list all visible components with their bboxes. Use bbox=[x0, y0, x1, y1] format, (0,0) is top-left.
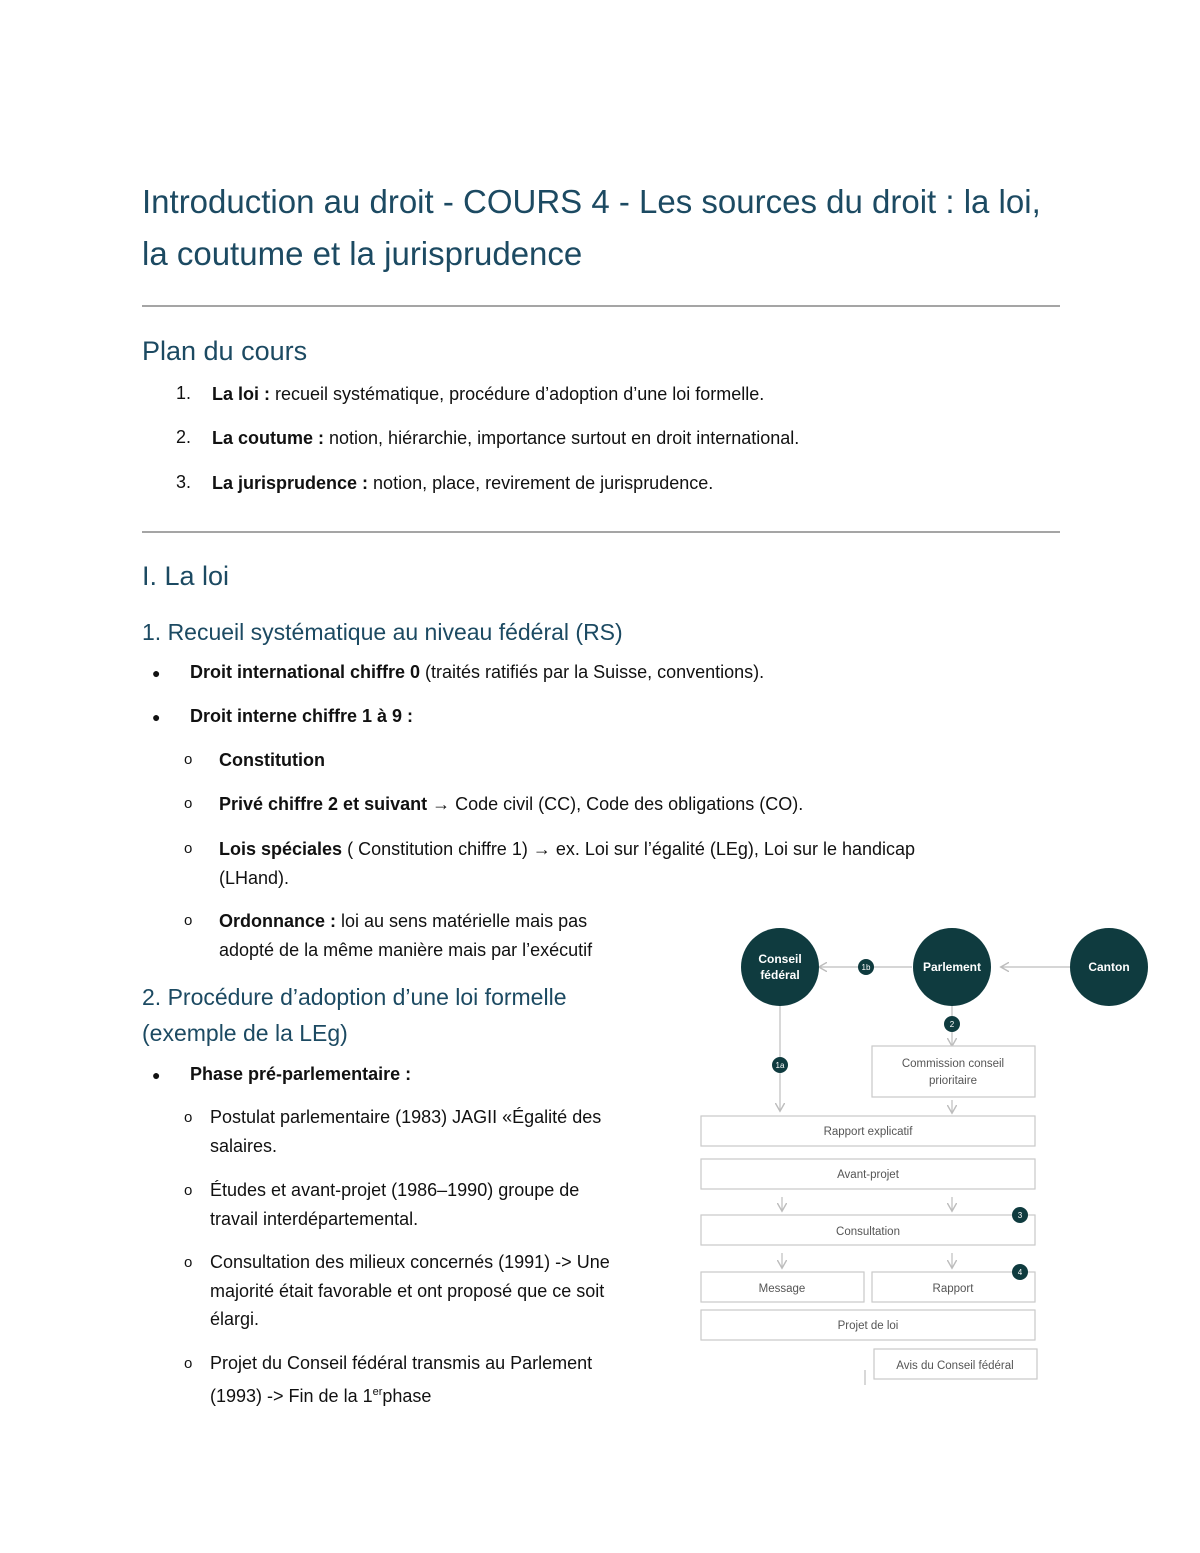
box-label: Avis du Conseil fédéral bbox=[896, 1360, 1014, 1372]
consultation-box bbox=[701, 1215, 1035, 1245]
circle-bullet: o bbox=[184, 795, 193, 812]
bullet-text: loi au sens matérielle mais pas bbox=[336, 911, 588, 931]
circle-bullet: o bbox=[184, 1355, 193, 1372]
avant-projet-box bbox=[701, 1159, 1035, 1189]
box-label: Message bbox=[758, 1283, 806, 1295]
bullet-dot: ● bbox=[152, 1067, 161, 1083]
bullet-text: Consultation des milieux concernés (1991) -> Une bbox=[210, 1252, 610, 1272]
svg-text:2: 2 bbox=[949, 1020, 955, 1029]
section-heading: I. La loi bbox=[142, 561, 230, 591]
projet-de-loi-box bbox=[701, 1310, 1035, 1340]
list-item-text: recueil systématique, procédure d’adoption d’une loi formelle. bbox=[270, 384, 765, 404]
bullet-text: → Code civil (CC), Code des obligations (CO). bbox=[427, 794, 804, 814]
box-label: Rapport bbox=[932, 1283, 974, 1295]
badge-4 bbox=[1012, 1264, 1028, 1280]
badge-2 bbox=[944, 1016, 960, 1032]
rapport-explicatif-box bbox=[701, 1116, 1035, 1146]
node-label: Canton bbox=[1088, 960, 1130, 974]
bullet-dot: ● bbox=[152, 709, 161, 725]
badge-1a bbox=[772, 1057, 788, 1073]
bullet-bold: Droit international chiffre 0 bbox=[190, 662, 421, 682]
message-box bbox=[701, 1272, 864, 1302]
bullet-bold: Ordonnance : bbox=[219, 911, 337, 931]
canton-node bbox=[1070, 928, 1148, 1006]
bullet-text: adopté de la même manière mais par l’exécutif bbox=[219, 940, 593, 960]
svg-text:1b: 1b bbox=[861, 963, 871, 972]
list-item-bold: La loi : bbox=[212, 384, 270, 404]
box-label: Projet de loi bbox=[837, 1320, 899, 1332]
bullet-bold: Constitution bbox=[219, 750, 325, 770]
box-label: Commission conseil bbox=[901, 1058, 1005, 1070]
bullet-text: travail interdépartemental. bbox=[210, 1209, 419, 1229]
list-number: 2. bbox=[176, 427, 192, 447]
list-item-text: notion, place, revirement de jurisprudence. bbox=[368, 473, 714, 493]
bullet-text: salaires. bbox=[210, 1136, 278, 1156]
list-item-bold: La jurisprudence : bbox=[212, 473, 369, 493]
svg-text:1a: 1a bbox=[775, 1061, 785, 1070]
bullet-text: Projet du Conseil fédéral transmis au Parlement bbox=[210, 1353, 593, 1373]
divider bbox=[142, 305, 1060, 307]
rapport-box bbox=[872, 1272, 1035, 1302]
commission-box bbox=[872, 1046, 1035, 1097]
circle-bullet: o bbox=[184, 751, 193, 768]
parlement-node bbox=[913, 928, 991, 1006]
bullet-text: (1993) -> Fin de la 1 bbox=[210, 1386, 373, 1406]
box-label: prioritaire bbox=[929, 1075, 977, 1087]
bullet-text: majorité était favorable et ont proposé que ce soit bbox=[210, 1281, 605, 1301]
conseil-federal-node bbox=[741, 928, 819, 1006]
circle-bullet: o bbox=[184, 1182, 193, 1199]
bullet-text: ( Constitution chiffre 1) → ex. Loi sur l’égalité (LEg), Loi sur le handicap bbox=[342, 839, 916, 859]
circle-bullet: o bbox=[184, 840, 193, 857]
svg-text:4: 4 bbox=[1017, 1268, 1023, 1277]
bullet-text: Études et avant-projet (1986–1990) groupe de bbox=[210, 1180, 580, 1200]
badge-3 bbox=[1012, 1207, 1028, 1223]
subsection-heading: 2. Procédure d’adoption d’une loi formelle bbox=[142, 984, 567, 1010]
list-item-bold: La coutume : bbox=[212, 428, 325, 448]
list-number: 1. bbox=[176, 383, 192, 403]
circle-bullet: o bbox=[184, 1109, 193, 1126]
subsection-heading: 1. Recueil systématique au niveau fédéral (RS) bbox=[142, 619, 623, 645]
box-label: Rapport explicatif bbox=[823, 1126, 913, 1138]
node-label: Parlement bbox=[922, 960, 982, 974]
node-label: fédéral bbox=[760, 968, 800, 982]
procedure-diagram bbox=[690, 905, 1160, 1390]
document-title: Introduction au droit - COURS 4 - Les sources du droit : la loi, la coutume et la jurisprudence bbox=[142, 183, 1041, 272]
bullet-dot: ● bbox=[152, 665, 161, 681]
bullet-text: élargi. bbox=[210, 1309, 260, 1329]
node-label: Conseil bbox=[758, 952, 802, 966]
list-number: 3. bbox=[176, 472, 192, 492]
bullet-text: (traités ratifiés par la Suisse, conventions). bbox=[420, 662, 765, 682]
plan-heading: Plan du cours bbox=[142, 336, 308, 366]
superscript: er bbox=[372, 1386, 383, 1398]
circle-bullet: o bbox=[184, 912, 193, 929]
subsection-heading: (exemple de la LEg) bbox=[142, 1020, 348, 1046]
svg-text:3: 3 bbox=[1017, 1211, 1023, 1220]
list-item-text: notion, hiérarchie, importance surtout en droit international. bbox=[324, 428, 800, 448]
bullet-text: (LHand). bbox=[219, 868, 290, 888]
bullet-bold: Lois spéciales bbox=[219, 839, 343, 859]
bullet-bold: Droit interne chiffre 1 à 9 : bbox=[190, 706, 414, 726]
bullet-bold: Privé chiffre 2 et suivant bbox=[219, 794, 428, 814]
bullet-text: Postulat parlementaire (1983) JAGII «Égalité des bbox=[210, 1107, 602, 1127]
badge-1b bbox=[858, 959, 874, 975]
box-label: Avant-projet bbox=[837, 1169, 899, 1181]
box-label: Consultation bbox=[836, 1226, 900, 1238]
divider bbox=[142, 531, 1060, 533]
avis-box bbox=[874, 1349, 1037, 1379]
bullet-bold: Phase pré-parlementaire : bbox=[190, 1064, 412, 1084]
circle-bullet: o bbox=[184, 1254, 193, 1271]
bullet-text: phase bbox=[382, 1386, 432, 1406]
